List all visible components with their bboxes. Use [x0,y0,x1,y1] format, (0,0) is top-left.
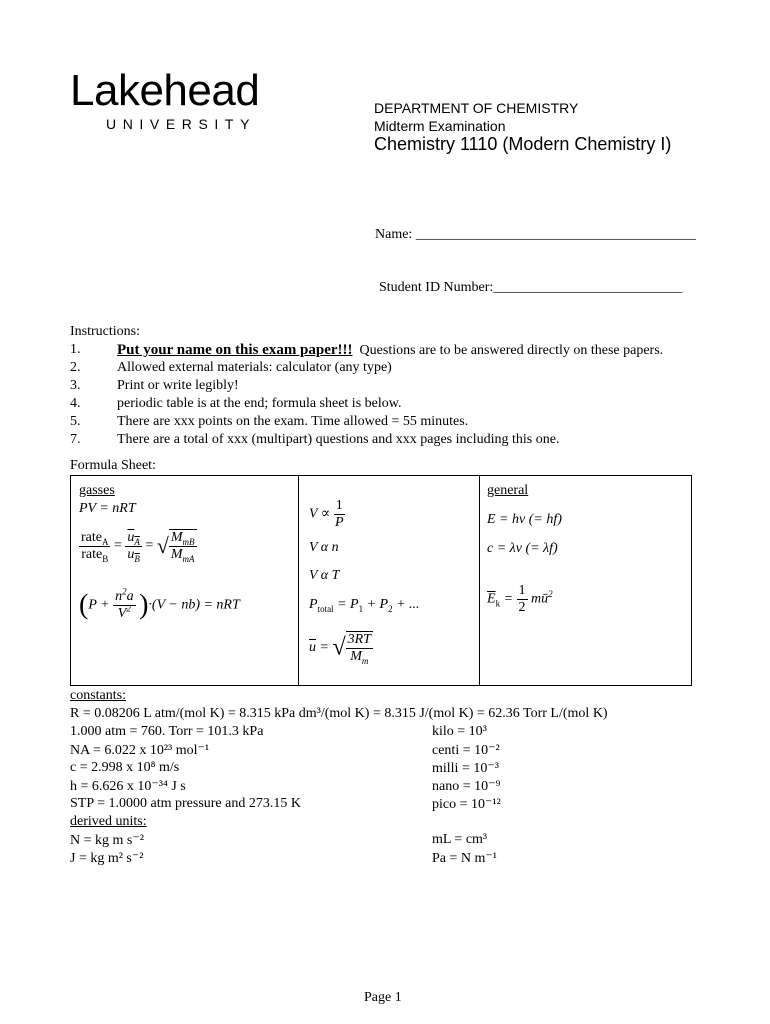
gas-constant: R = 0.08206 L atm/(mol K) = 8.315 kPa dm³/(mol K) = 8.315 J/(mol K) = 62.36 Torr L/(mol K) [70,706,608,721]
stp-definition: STP = 1.0000 atm pressure and 273.15 K [70,796,301,811]
column-divider [479,476,480,685]
instruction-item: 3. Print or write legibly! [70,378,239,393]
avogadros-law: V α n [309,540,339,555]
page-number: Page 1 [364,990,402,1005]
general-heading: general [487,483,529,498]
kinetic-energy: $\overline{E}_k$ = $\frac{1}{2}$ $mū^2$ [487,583,553,615]
prefix-kilo: kilo = 10³ [432,724,487,739]
instructions-list [70,341,730,449]
prefix-centi: centi = 10⁻² [432,743,500,758]
instruction-item: 1. Put your name on this exam paper!!! Questions are to be answered directly on these papers. [70,342,664,358]
derived-units-title: derived units: [70,814,147,829]
instruction-item: 2. Allowed external materials: calculator (any type) [70,360,392,375]
instruction-item: 5. There are xxx points on the exam. Time allowed = 55 minutes. [70,414,469,429]
university-logo-wordmark: Lakehead [70,66,260,115]
prefix-nano: nano = 10⁻⁹ [432,779,501,794]
formula-sheet-box [70,475,692,686]
formula-sheet-title: Formula Sheet: [70,458,156,473]
instructions-title: Instructions: [70,324,140,339]
column-divider [298,476,299,685]
planck-relation: E = hν (= hf) [487,512,562,527]
planck-constant: h = 6.626 x 10⁻³⁴ J s [70,779,186,794]
prefix-milli: milli = 10⁻³ [432,761,499,776]
course-title: Chemistry 1110 (Modern Chemistry I) [374,134,672,154]
constants-section [70,688,730,868]
newton-definition: N = kg m s⁻² [70,833,144,848]
ideal-gas-law: PV = nRT [79,501,136,516]
grahams-law: $\frac{rate_A}{rate_B}$ = $\frac{u_A}{u_B}$ = √ $\frac{M_{mB}}{M_{mA}}$ [81,529,195,564]
avogadro-constant: NA = 6.022 x 10²³ mol⁻¹ [70,743,210,758]
instruction-item: 7. There are a total of xxx (multipart) questions and xxx pages including this one. [70,432,560,447]
gasses-heading: gasses [79,483,115,498]
pascal-definition: Pa = N m⁻¹ [432,851,497,866]
instruction-item: 4. periodic table is at the end; formula sheet is below. [70,396,402,411]
name-field[interactable]: Name: ________________________________________ [375,227,696,242]
charles-law: V α T [309,568,340,583]
daltons-law: $P_{total} = P_1 + P_2$ + ... [309,597,420,614]
pressure-conversion: 1.000 atm = 760. Torr = 101.3 kPa [70,724,264,739]
wave-relation: c = λν (= λf) [487,541,558,556]
boyles-law: V ∝ $\frac{1}{P}$ [309,498,344,530]
joule-definition: J = kg m² s⁻² [70,851,144,866]
exam-type: Midterm Examination [374,118,506,134]
instruction-emphasis: Put your name on this exam paper!!! [117,342,353,358]
university-logo-subtitle: UNIVERSITY [106,116,257,132]
speed-of-light: c = 2.998 x 10⁸ m/s [70,760,180,775]
constants-title: constants: [70,688,126,703]
prefix-pico: pico = 10⁻¹² [432,797,501,812]
rms-speed: $\overline{u}$ = √ $\frac{3RT}{M_m}$ [309,632,371,666]
student-id-field[interactable]: Student ID Number:___________________________ [379,280,683,295]
van-der-waals-equation: (P + $\frac{n^2a}{V^2}$ )·(V − nb) = nRT [79,586,240,621]
millilitre-definition: mL = cm³ [432,832,488,847]
department-heading: DEPARTMENT OF CHEMISTRY [374,100,579,116]
